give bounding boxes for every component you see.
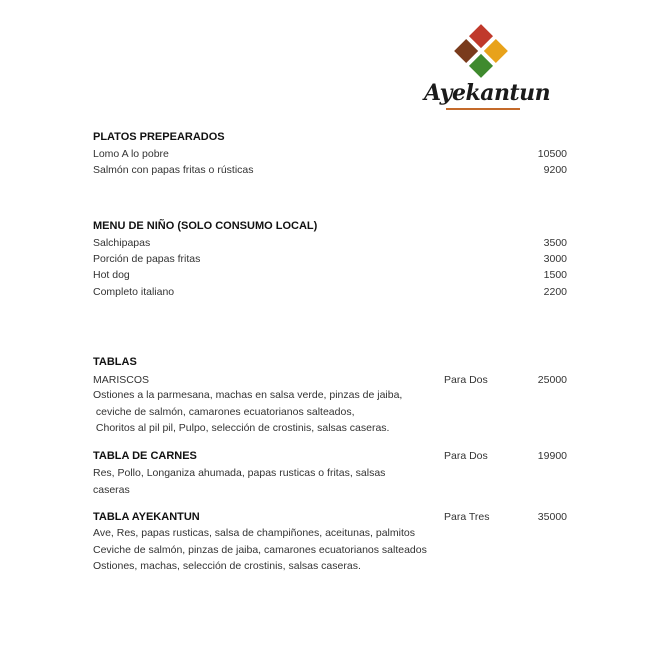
- menu-item: [93, 286, 567, 301]
- menu-item: [93, 164, 567, 179]
- item-name: Completo italiano: [93, 286, 175, 298]
- menu-item: [93, 269, 567, 284]
- item-name: Porción de papas fritas: [93, 253, 201, 265]
- item-price: 10500: [537, 148, 567, 160]
- menu-item-carnes: [93, 450, 567, 465]
- item-price: 1500: [543, 269, 567, 281]
- section-title-tablas: TABLAS: [93, 356, 137, 368]
- item-name: Lomo A lo pobre: [93, 148, 169, 160]
- item-description: Ave, Res, papas rusticas, salsa de champiñones, aceitunas, palmitos Ceviche de salmón, pinzas de jaiba, camarones ecuatorianos salteados Ostiones, machas, selección de crostinis, salsas caseras.: [93, 527, 427, 572]
- item-name: Salchipapas: [93, 237, 151, 249]
- menu-item: [93, 237, 567, 252]
- item-price: 35000: [537, 511, 567, 523]
- menu-item-ayekantun: [93, 511, 567, 526]
- item-name: Hot dog: [93, 269, 130, 281]
- item-name: Salmón con papas fritas o rústicas: [93, 164, 254, 176]
- restaurant-logo: [424, 28, 551, 116]
- item-name: TABLA AYEKANTUN: [93, 511, 200, 523]
- logo-underline: [446, 108, 520, 110]
- menu-item: [93, 148, 567, 163]
- item-price: 3000: [543, 253, 567, 265]
- item-name: MARISCOS: [93, 374, 150, 386]
- section-title-platos: PLATOS PREPEARADOS: [93, 131, 225, 143]
- section-title-ninos: MENU DE NIÑO (SOLO CONSUMO LOCAL): [93, 220, 318, 232]
- item-price: 9200: [543, 164, 567, 176]
- menu-item: [93, 253, 567, 268]
- item-description: Res, Pollo, Longaniza ahumada, papas rusticas o fritas, salsas caseras: [93, 467, 386, 496]
- item-description: Ostiones a la parmesana, machas en salsa verde, pinzas de jaiba, ceviche de salmón, camarones ecuatorianos salteados, Choritos al pil pil, Pulpo, selección de crostinis, salsas caseras.: [93, 389, 403, 434]
- item-serves: Para Dos: [444, 450, 488, 462]
- logo-wordmark: Ayekantun: [424, 80, 551, 106]
- item-serves: Para Dos: [444, 374, 488, 386]
- item-serves: Para Tres: [444, 511, 490, 523]
- item-price: 2200: [543, 286, 567, 298]
- item-price: 25000: [537, 374, 567, 386]
- logo-emblem: [454, 24, 508, 78]
- item-name: TABLA DE CARNES: [93, 450, 197, 462]
- item-price: 3500: [543, 237, 567, 249]
- item-price: 19900: [537, 450, 567, 462]
